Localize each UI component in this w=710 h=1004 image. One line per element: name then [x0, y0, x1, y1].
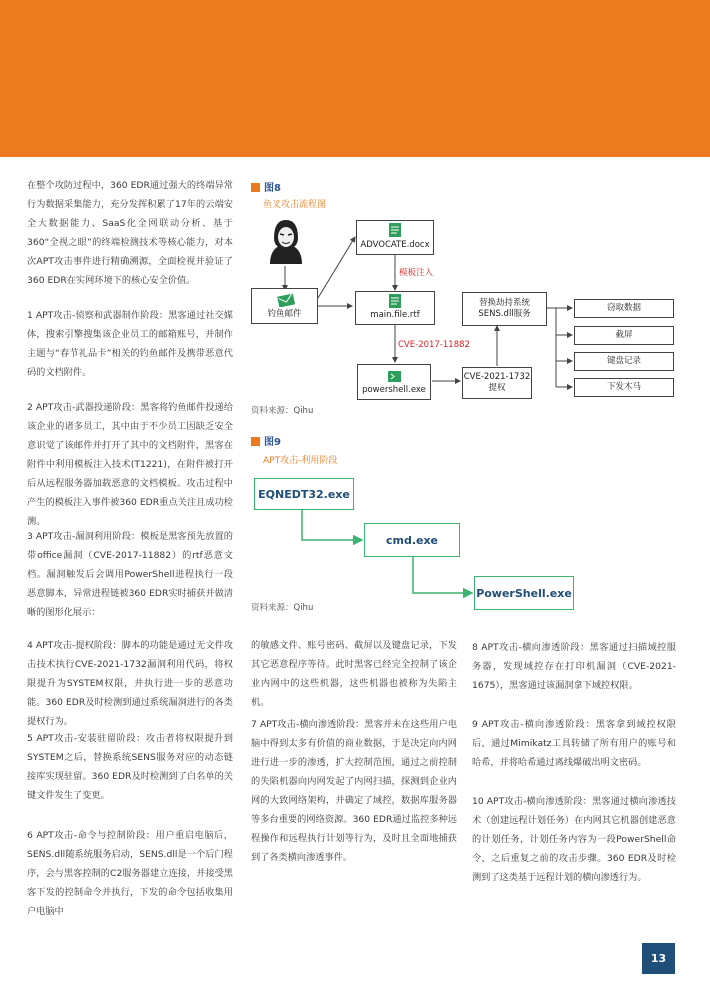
cmd-exe-box: cmd.exe: [364, 523, 460, 557]
col1-paragraph-5: 4 APT攻击-提权阶段：脚本的功能是通过无文件攻击技术执行CVE-2021-1732漏洞利用代码，将权限提升为SYSTEM权限，并执行进一步的恶意功能。360 EDR及时检测到通过系统漏洞进行的各类提权行为。: [27, 640, 233, 727]
cve-2017-label: CVE-2017-11882: [398, 340, 470, 350]
figure8-source: 资料来源：Qihu: [251, 406, 314, 416]
figure9-marker: [251, 437, 260, 446]
powershell-icon: [388, 367, 401, 378]
powershell-exe-label: powershell.exe: [362, 385, 426, 395]
phishing-mail-icon-overlay: [277, 292, 295, 306]
page-number: 13: [642, 943, 675, 974]
figure9-number: 图9: [264, 437, 281, 448]
eqnedt32-box: EQNEDT32.exe: [254, 478, 354, 510]
col3-paragraph-2: 9 APT攻击-横向渗透阶段：黑客拿到域控权限后，通过Mimikatz工具转储了所有用户的账号和哈希，并将哈希通过离线爆破出明文密码。: [472, 719, 676, 768]
figure8-number: 图8: [264, 183, 281, 194]
powershell-exe-green-box: PowerShell.exe: [474, 576, 574, 610]
advocate-docx-label: ADVOCATE.docx: [360, 240, 430, 250]
hacker-icon: [268, 218, 304, 264]
col3-paragraph-3: 10 APT攻击-横向渗透阶段：黑客通过横向渗透技术（创建远程计划任务）在内网其它机器创建恶意的计划任务，计划任务内容为一段PowerShell命令，之后重复之前的攻击步骤。360 EDR及时检测到了这类基于远程计划的横向渗透行为。: [472, 796, 676, 883]
col1-paragraph-3: 2 APT攻击-武器投递阶段：黑客将钓鱼邮件投递给该企业的诸多员工，其中由于不少员工因缺乏安全意识觉了该邮件并打开了其中的文档附件，黑客在附件中利用模板注入技术(T1221)，在附件被打开后从远程服务器加载恶意的文档模板。攻击过程中产生的模板注入事件被360 EDR重点关注且成功检测。: [27, 402, 233, 527]
figure9-title: APT攻击-利用阶段: [263, 456, 338, 466]
col1-paragraph-7: 6 APT攻击-命令与控制阶段：用户重启电脑后，SENS.dll随系统服务启动，SENS.dll是一个后门程序，会与黑客控制的C2服务器建立连接，并接受黑客下发的控制命令并执行，下发的命令包括收集用户电脑中: [27, 830, 233, 917]
col1-paragraph-1: 在整个攻防过程中，360 EDR通过强大的终端异常行为数据采集能力，充分发挥积累了17年的云端安全大数据能力、SaaS化全网联动分析、基于360“全视之眼”的终端检测技术等核心能力，对本次APT攻击事件进行精确溯源，全面检视并验证了360 EDR在实网环境下的核心安全价值。: [27, 180, 233, 286]
rtf-file-icon: [389, 293, 401, 307]
trojan-box: 下发木马: [574, 378, 674, 397]
col1-paragraph-2: 1 APT攻击-侦察和武器制作阶段：黑客通过社交媒体，搜索引擎搜集该企业员工的邮箱账号，并制作主题与“春节礼品卡”相关的钓鱼邮件及携带恶意代码的文档附件。: [27, 310, 233, 378]
col1-paragraph-6: 5 APT攻击-安装驻留阶段：攻击者将权限提升到SYSTEM之后，替换系统SENS服务对应的动态链接库实现驻留。360 EDR及时检测到了白名单的关键文件发生了变更。: [27, 733, 233, 801]
col2-paragraph-2: 7 APT攻击-横向渗透阶段：黑客并未在这些用户电脑中得到太多有价值的商业数据，于是决定向内网进行进一步的渗透，扩大控制范围，通过之前控制的失陷机器向内网发起了内网扫描，探测到企业内网的大致网络架构，并确定了域控，数据库服务器等多台重要的网络资源。360 EDR通过监控多种远程操作和远程执行计划等行为，及时且全面地捕获到了各类横向渗透事件。: [251, 719, 457, 863]
steal-data-box: 窃取数据: [574, 299, 674, 318]
col1-paragraph-4: 3 APT攻击-漏洞利用阶段：模板是黑客预先放置的带office漏洞（CVE-2017-11882）的rtf恶意文档。漏洞触发后会调用PowerShell进程执行一段恶意脚本，异常进程链被360 EDR实时捕获并做清晰的图形化展示：: [27, 531, 233, 618]
cve-2021-box: CVE-2021-1732 提权: [462, 367, 532, 399]
screenshot-box: 截屏: [574, 326, 674, 345]
figure8-title: 鱼叉攻击流程图: [263, 200, 327, 210]
template-injection-label: 模板注入: [399, 268, 434, 278]
word-doc-icon: [389, 222, 401, 236]
replace-sens-box: 替换劫持系统 SENS.dll服务: [462, 292, 547, 326]
figure9-source: 资料来源：Qihu: [251, 603, 314, 613]
keylog-box: 键盘记录: [574, 352, 674, 371]
figure9-label: [251, 433, 281, 448]
main-file-rtf-label: main.file.rtf: [370, 310, 420, 320]
phishing-mail-label: 钓鱼邮件: [267, 309, 302, 319]
col2-paragraph-1: 的敏感文件、账号密码、截屏以及键盘记录，下发其它恶意程序等待。此时黑客已经完全控制了该企业内网中的这些机器，这些机器也被称为失陷主机。: [251, 640, 457, 708]
col3-paragraph-1: 8 APT攻击-横向渗透阶段：黑客通过扫描域控服务器，发现域控存在打印机漏洞（CVE-2021-1675），黑客通过该漏洞拿下域控权限。: [472, 642, 676, 691]
